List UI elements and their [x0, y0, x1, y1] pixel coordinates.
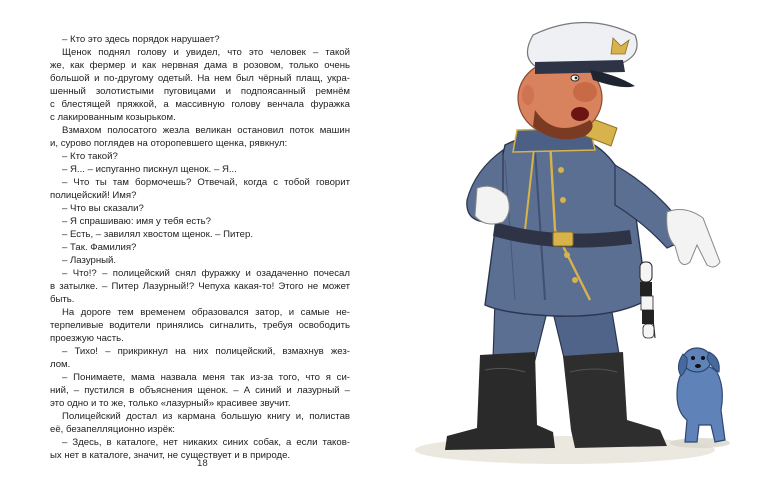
text-line: – Понимаете, мама назвала меня так из-за того, что я си-: [62, 372, 350, 383]
text-line: – Я... – испуганно пискнул щенок. – Я...: [62, 164, 237, 175]
open-mouth: [571, 107, 589, 121]
text-line: – Что!? – полицейский снял фуражку и озадаченно почесал: [62, 268, 350, 279]
policeman-illustration: [385, 0, 770, 500]
text-line: – Лазурный.: [62, 255, 117, 266]
text-line: – Есть, – завилял хвостом щенок. – Питер.: [62, 229, 254, 240]
text-line: – Так. Фамилия?: [62, 242, 137, 253]
text-line: Взмахом полосатого жезла великан остановил поток машин: [62, 125, 350, 136]
text-line: полицейский! Имя?: [50, 190, 137, 201]
page-number: 18: [197, 458, 208, 469]
text-line: – Здесь, в каталоге, нет никаких синих собак, а если таков-: [62, 437, 350, 448]
text-line: Полицейский достал из кармана большую книгу и, полистав: [62, 411, 350, 422]
text-line: быть.: [50, 294, 75, 305]
blue-dog: [677, 348, 725, 442]
text-line: в затылке. – Питер Лазурный!? Чепуха какая-то! Этого не может: [50, 281, 350, 292]
text-line: большой и по-другому одетый. На нем был чёрный плащ, укра-: [50, 73, 350, 84]
striped-baton: [640, 262, 655, 338]
text-line: лом.: [50, 359, 71, 370]
text-line: и, сурово поглядев на оторопевшего щенка, рявкнул:: [50, 138, 288, 149]
body-text: [50, 33, 350, 462]
text-line: же, как фермер и как нервная дама в розовом, только очень: [50, 60, 350, 71]
text-line: ых нет в каталоге, значит, не существует и в природе.: [50, 450, 291, 461]
coat: [485, 134, 647, 317]
text-line: это одно и то же, только «лазурный» красивее звучит.: [50, 398, 291, 409]
text-line: – Я спрашиваю: имя у тебя есть?: [62, 216, 211, 227]
text-line: ний, – пустился в объяснения щенок. – А синий и лазурный –: [50, 385, 350, 396]
text-line: шенный золотистыми пуговицами и подпоясанный ремнём: [50, 86, 350, 97]
right-page: [385, 0, 770, 500]
boots: [445, 352, 667, 450]
text-line: – Что ты там бормочешь? Отвечай, когда с тобой говорит: [62, 177, 350, 188]
text-line: На дороге тем временем образовался затор, и самые не-: [62, 307, 350, 318]
text-line: – Что вы сказали?: [62, 203, 144, 214]
text-line: – Тихо! – прикрикнул на них полицейский, взмахнув жез-: [62, 346, 350, 357]
text-line: её, безапелляционно изрёк:: [50, 424, 175, 435]
text-line: с лакированным козырьком.: [50, 112, 176, 123]
left-arm: [467, 150, 509, 224]
text-line: проезжую часть.: [50, 333, 124, 344]
text-line: – Кто это здесь порядок нарушает?: [62, 34, 220, 45]
text-line: с блестящей пряжкой, а массивную голову венчала фуражка: [50, 99, 350, 110]
text-line: – Кто такой?: [62, 151, 118, 162]
text-line: терпеливые водители принялись сигналить, требуя освободить: [50, 320, 350, 331]
text-line: Щенок поднял голову и увидел, что это человек – такой: [62, 47, 350, 58]
